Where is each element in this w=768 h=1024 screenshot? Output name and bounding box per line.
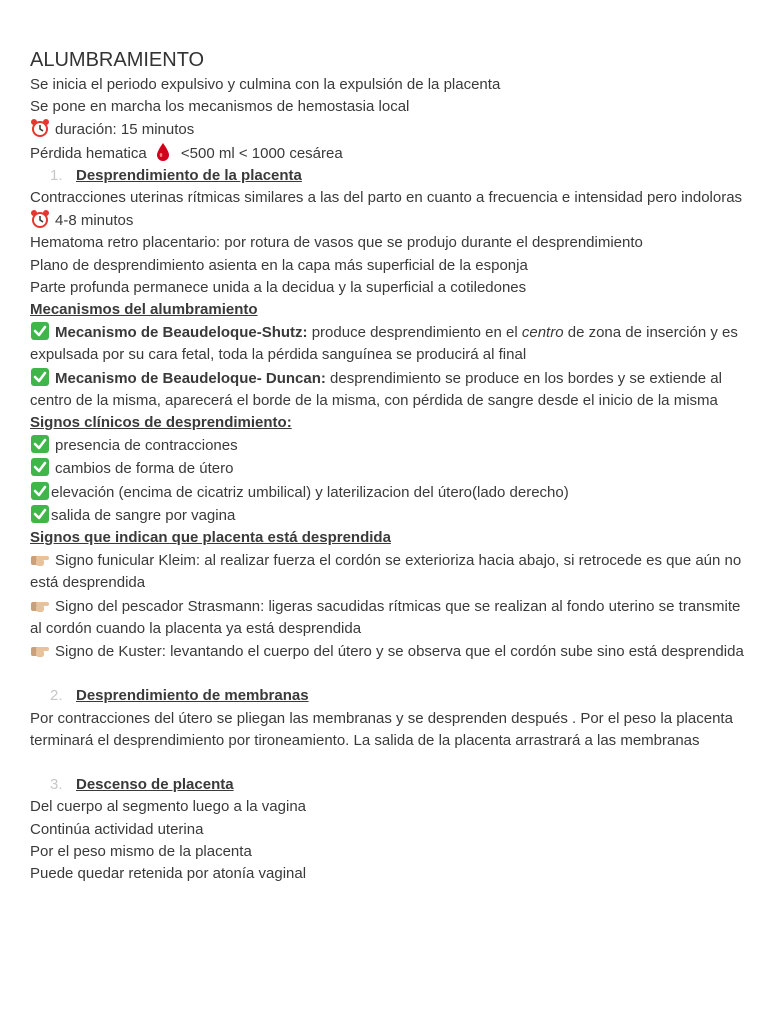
detached-sign-2 [30, 595, 745, 640]
mechanism-1-text-a: produce desprendimiento en el [307, 324, 522, 342]
intro-line-2: Se pone en marcha los mecanismos de hemostasia local [30, 98, 410, 116]
blood-loss-prefix: Pérdida hematica [30, 144, 147, 162]
section-2-heading [30, 685, 745, 707]
check-mark-button-icon [30, 367, 50, 387]
page-title: ALUMBRAMIENTO [30, 49, 205, 71]
mechanism-2-text: desprendimiento se produce en los bordes y se extiende al centro de la misma, aparecerá el borde de la misma, con pérdida de sangre desde el inicio de la misma [30, 369, 722, 409]
clinical-sign-text: salida de sangre por vagina [51, 506, 236, 524]
section-3-line-1: Del cuerpo al segmento luego a la vagina [30, 798, 307, 816]
check-mark-button-icon [30, 434, 50, 454]
detached-sign-1 [30, 549, 745, 594]
duration-text: duración: 15 minutos [55, 121, 195, 139]
clinical-sign-text: presencia de contracciones [55, 437, 238, 455]
clinical-sign-4 [30, 504, 745, 527]
section-1-time: 4-8 minutos [55, 212, 134, 230]
alarm-clock-icon [30, 118, 50, 138]
section-1-line-2: Plano de desprendimiento asienta en la capa más superficial de la esponja [30, 256, 528, 274]
clinical-sign-3 [30, 481, 745, 504]
mechanism-2 [30, 367, 745, 412]
check-mark-button-icon [30, 321, 50, 341]
clinical-signs-heading: Signos clínicos de desprendimiento: [30, 414, 292, 432]
section-3-line-2: Continúa actividad uterina [30, 820, 204, 838]
blood-drop-icon [153, 142, 173, 162]
section-3-title: Descenso de placenta [76, 776, 234, 794]
intro-line-1: Se inicia el periodo expulsivo y culmina con la expulsión de la placenta [30, 76, 501, 93]
pointing-right-icon [30, 640, 50, 660]
pointing-right-icon [30, 595, 50, 615]
blood-loss-line [30, 142, 745, 165]
detached-sign-text: Signo de Kuster: levantando el cuerpo del útero y se observa que el cordón sube sino está desprendida [55, 643, 744, 661]
clinical-sign-2 [30, 457, 745, 480]
section-3-line-3: Por el peso mismo de la placenta [30, 842, 252, 860]
clinical-sign-text: cambios de forma de útero [55, 460, 234, 478]
check-mark-button-icon [30, 504, 50, 524]
section-2-number: 2. [50, 687, 63, 705]
pointing-right-icon [30, 549, 50, 569]
mechanisms-heading: Mecanismos del alumbramiento [30, 301, 258, 319]
section-2-title: Desprendimiento de membranas [76, 687, 309, 705]
check-mark-button-icon [30, 457, 50, 477]
section-3-number: 3. [50, 776, 63, 794]
blood-loss-suffix: <500 ml < 1000 cesárea [180, 144, 343, 162]
mechanism-2-label: Mecanismo de Beaudeloque- Duncan: [55, 369, 326, 387]
document-page [30, 46, 745, 885]
section-1-line-3: Parte profunda permanece unida a la decidua y la superficial a cotiledones [30, 278, 527, 296]
duration-line [30, 118, 745, 141]
section-3-line-4: Puede quedar retenida por atonía vaginal [30, 865, 307, 883]
section-1-number: 1. [50, 166, 63, 184]
alarm-clock-icon [30, 209, 50, 229]
section-3-heading [30, 774, 745, 796]
section-1-heading [30, 165, 745, 187]
section-1-time-line [30, 209, 745, 232]
clinical-sign-text: elevación (encima de cicatriz umbilical) y laterilizacion del útero(lado derecho) [51, 483, 569, 501]
mechanism-1-text-b: de zona de inserción y es expulsada por su cara fetal, toda la pérdida sanguínea se producirá al final [30, 324, 738, 364]
spacer [30, 752, 745, 774]
mechanism-1-label: Mecanismo de Beaudeloque-Shutz: [55, 324, 308, 342]
section-1-title: Desprendimiento de la placenta [76, 166, 302, 184]
section-2-text: Por contracciones del útero se pliegan las membranas y se desprenden después . Por el peso la placenta terminará el desprendimiento por tironeamiento. La salida de la placenta arrastrará a las membranas [30, 709, 733, 749]
mechanism-1 [30, 321, 745, 366]
detached-sign-text: Signo del pescador Strasmann: ligeras sacudidas rítmicas que se realizan al fondo uterino se transmite al cordón cuando la placenta ya está desprendida [30, 597, 741, 637]
spacer [30, 663, 745, 685]
detached-signs-heading: Signos que indican que placenta está desprendida [30, 529, 391, 547]
clinical-sign-1 [30, 434, 745, 457]
section-1-line-1: Hematoma retro placentario: por rotura de vasos que se produjo durante el desprendimiento [30, 234, 643, 252]
detached-sign-text: Signo funicular Kleim: al realizar fuerza el cordón se exterioriza hacia abajo, si retrocede es que aún no está desprendida [30, 552, 742, 592]
check-mark-button-icon [30, 481, 50, 501]
mechanism-1-italic: centro [521, 324, 564, 342]
section-1-text: Contracciones uterinas rítmicas similares a las del parto en cuanto a frecuencia e intensidad pero indoloras [30, 189, 743, 207]
detached-sign-3 [30, 640, 745, 663]
